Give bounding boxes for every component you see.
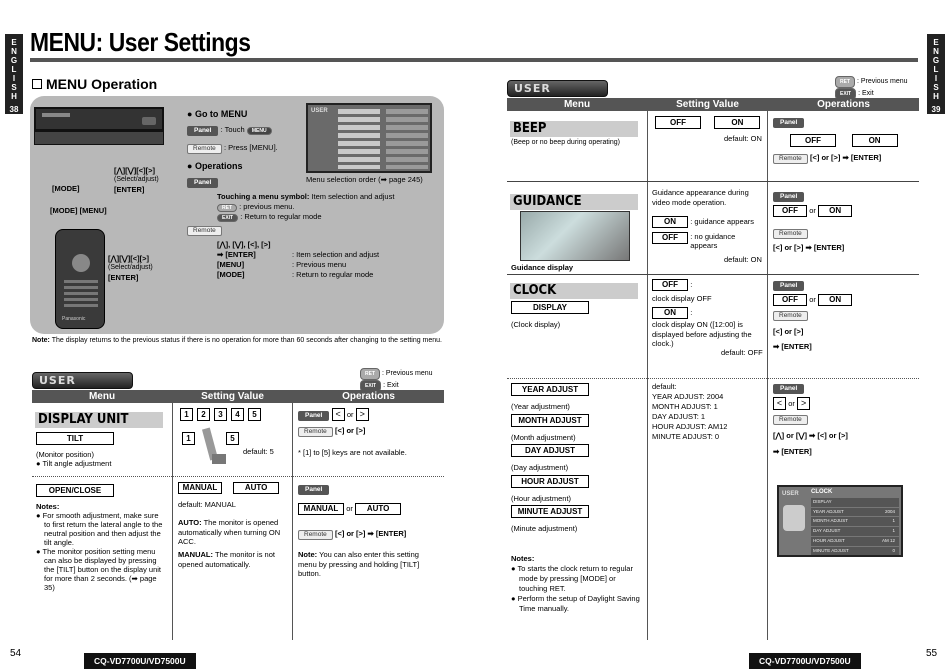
col-menu-right: Menu: [507, 98, 647, 111]
clock-off-desc: clock display OFF: [652, 294, 712, 303]
touching-desc: Touching a menu symbol: Item selection and adjust: [217, 192, 395, 201]
guidance-panel-btn: Panel: [773, 191, 804, 202]
guidance-desc: Guidance appearance during video mode operation.: [652, 188, 749, 207]
guidance-off-row: OFF : no guidance appears: [652, 232, 760, 250]
openclose-notes: Notes: ● For smooth adjustment, make sure to first return the lateral angle to the neutral position and then adjust the tilt angle. ● The monitor position setting menu can also be displayed by pressing the [TILT] button on the display unit for more than 2 seconds. (➡ page 35): [36, 502, 163, 592]
col-ops-left: Operations: [293, 390, 444, 403]
page-number-right: 55: [926, 648, 938, 659]
vline-right-2: [767, 98, 768, 640]
tilt-note: * [1] to [5] keys are not available.: [298, 448, 407, 457]
remote-keys: [⋀], [⋁], [<], [>]: [217, 240, 271, 249]
clock-panel-btn: Panel: [773, 280, 804, 291]
minute-adjust-box: MINUTE ADJUST: [511, 505, 589, 518]
clock-desc: (Clock display): [511, 320, 561, 329]
hour-adjust-desc: (Hour adjustment): [511, 494, 572, 503]
mode-menu-label: [MODE] [MENU]: [50, 206, 107, 215]
page-number-left: 54: [10, 648, 22, 659]
day-adjust-desc: (Day adjustment): [511, 463, 569, 472]
select-adjust-top: (Select/adjust): [114, 176, 159, 183]
clock-on-btn[interactable]: ON: [818, 294, 852, 306]
goto-panel-row: Panel : Touch MENU: [187, 125, 272, 136]
remote-image: Panasonic: [55, 229, 105, 329]
clock-off-row: OFF :: [652, 279, 692, 291]
arrows-label-remote: [⋀][⋁][<][>]: [108, 254, 150, 263]
goto-menu-heading: ● Go to MENU: [187, 109, 248, 119]
clock-remote-btn: Remote: [773, 310, 808, 321]
menu-screen-thumbnail: USER: [306, 103, 432, 173]
title-rule: [30, 58, 918, 62]
ops-panel-btn: Panel: [187, 177, 218, 188]
ops-remote-btn: Remote: [187, 225, 222, 236]
vline-right-1: [647, 98, 648, 640]
guidance-panel-values: OFF or ON: [773, 205, 852, 217]
guidance-remote-ops: [<] or [>] ➡ [ENTER]: [773, 243, 845, 252]
adjust-right-btn[interactable]: >: [797, 397, 810, 410]
tilt-box: TILT: [36, 432, 114, 445]
hline-guidance: [507, 274, 919, 275]
tilt-desc: (Monitor position) ● Tilt angle adjustment: [36, 450, 112, 468]
page-title: MENU: User Settings: [30, 27, 251, 57]
side-tab-left: E N G L I S H 38: [5, 34, 23, 114]
year-adjust-desc: (Year adjustment): [511, 402, 570, 411]
model-tag-right: CQ-VD7700U/VD7500U: [749, 653, 861, 669]
mode-label: [MODE]: [52, 184, 80, 193]
guidance-heading: GUIDANCE: [510, 194, 638, 210]
oc-panel-values: MANUAL or AUTO: [298, 503, 401, 515]
oc-panel-btn: Panel: [298, 484, 329, 495]
clock-panel-values: OFF or ON: [773, 294, 852, 306]
guidance-on-row: ON : guidance appears: [652, 216, 754, 228]
adjust-panel-btn: Panel: [773, 383, 804, 394]
select-adjust-remote: (Select/adjust): [108, 264, 153, 271]
clock-on-desc: clock display ON ([12:00] is displayed before adjusting the clock.): [652, 320, 752, 348]
tilt-number-row: 1 2 3 4 5: [180, 408, 265, 421]
tilt-diagram: 1 5: [182, 428, 242, 468]
dotline-left: [32, 476, 444, 477]
right-arrow-btn[interactable]: >: [356, 408, 369, 421]
openclose-box: OPEN/CLOSE: [36, 484, 114, 497]
guidance-off-btn[interactable]: OFF: [773, 205, 807, 217]
month-adjust-desc: (Month adjustment): [511, 433, 576, 442]
exit-regular: EXIT : Return to regular mode: [217, 212, 322, 222]
legend-left: RET : Previous menu EXIT : Exit: [360, 368, 433, 392]
remote-mode: [MODE]: [217, 270, 245, 279]
clock-heading: CLOCK: [510, 283, 638, 299]
manual-auto-row: MANUAL AUTO: [178, 482, 279, 494]
minute-adjust-desc: (Minute adjustment): [511, 524, 578, 533]
hour-adjust-box: HOUR ADJUST: [511, 475, 589, 488]
remote-item-sel: : Item selection and adjust: [292, 250, 380, 259]
enter-label-top: [ENTER]: [114, 185, 145, 194]
enter-label-remote: [ENTER]: [108, 273, 139, 282]
guidance-display-label: Guidance display: [511, 263, 574, 272]
vline-left-2: [292, 390, 293, 640]
guidance-default: default: ON: [724, 255, 762, 264]
hline-beep: [507, 181, 919, 182]
dotline-clock: [507, 378, 919, 379]
menu-operation-heading: MENU Operation: [32, 76, 157, 93]
left-arrow-btn[interactable]: <: [332, 408, 345, 421]
oc-remote-ops: Remote [<] or [>] ➡ [ENTER]: [298, 529, 406, 540]
day-adjust-box: DAY ADJUST: [511, 444, 589, 457]
ret-prev: RET : previous menu.: [217, 202, 295, 212]
beep-heading: BEEP: [510, 121, 638, 137]
tilt-panel-ops: Panel < or >: [298, 408, 369, 421]
legend-right: RET : Previous menu EXIT : Exit: [835, 76, 908, 100]
col-menu-left: Menu: [32, 390, 172, 403]
remote-enter: ➡ [ENTER]: [217, 250, 256, 259]
remote-menu: [MENU]: [217, 260, 245, 269]
clock-off-btn[interactable]: OFF: [773, 294, 807, 306]
display-unit-heading: DISPLAY UNIT: [35, 412, 163, 428]
user-logo-right: USER: [507, 80, 608, 97]
col-setting-right: Setting Value: [648, 98, 767, 111]
auto-desc: AUTO: The monitor is opened automatically when turning ON ACC.: [178, 518, 281, 546]
head-unit-image: [34, 107, 164, 131]
col-ops-right: Operations: [768, 98, 919, 111]
year-adjust-box: YEAR ADJUST: [511, 383, 589, 396]
adjust-left-btn[interactable]: <: [773, 397, 786, 410]
head-unit-base: [34, 131, 164, 145]
display-box: DISPLAY: [511, 301, 589, 314]
operations-heading: ● Operations: [187, 161, 243, 171]
arrows-label-top: [⋀][⋁][<][>]: [114, 166, 156, 175]
col-setting-left: Setting Value: [173, 390, 292, 403]
beep-off-btn[interactable]: OFF: [790, 134, 836, 147]
beep-default: default: ON: [724, 134, 762, 143]
clock-screen-thumbnail: USER CLOCK DISPLAY YEAR ADJUST 2004 MONTH ADJUST 1 DAY ADJUST 1 HOUR ADJUST AM 12 MINUTE ADJUST 0: [777, 485, 903, 557]
manual-desc: MANUAL: The monitor is not opened automatically.: [178, 550, 275, 569]
month-adjust-box: MONTH ADJUST: [511, 414, 589, 427]
remote-return: : Return to regular mode: [292, 270, 374, 279]
adjust-remote-arrows: [⋀] or [⋁] ➡ [<] or [>]: [773, 431, 848, 440]
adjust-defaults: default: YEAR ADJUST: 2004 MONTH ADJUST: 1 DAY ADJUST: 1 HOUR ADJUST: AM12 MINUTE ADJUST: 0: [652, 382, 728, 441]
manual-btn[interactable]: MANUAL: [298, 503, 344, 515]
guidance-remote-btn: Remote: [773, 228, 808, 239]
adjust-remote-enter: ➡ [ENTER]: [773, 447, 812, 456]
guidance-on-btn[interactable]: ON: [818, 205, 852, 217]
beep-remote-ops: Remote [<] or [>] ➡ [ENTER]: [773, 153, 881, 164]
vline-left-1: [172, 390, 173, 640]
beep-on-btn[interactable]: ON: [852, 134, 898, 147]
tilt-default: default: 5: [243, 447, 274, 456]
goto-remote-row: Remote : Press [MENU].: [187, 143, 278, 154]
oc-note: Note: You can also enter this setting menu by pressing and holding [TILT] button.: [298, 550, 420, 578]
clock-notes: Notes: ● To starts the clock return to regular mode by pressing [MODE] or touching RET. ● Perform the setup of Daylight Saving Time manually.: [511, 554, 640, 613]
menu-note: Note: The display returns to the previous status if there is no operation for more than 60 seconds after changing to the setting menu.: [32, 337, 442, 344]
auto-btn[interactable]: AUTO: [355, 503, 401, 515]
clock-on-row: ON :: [652, 307, 692, 319]
beep-panel-values: [790, 134, 898, 147]
clock-remote-enter: ➡ [ENTER]: [773, 342, 812, 351]
beep-desc: (Beep or no beep during operating): [511, 139, 620, 146]
remote-prev: : Previous menu: [292, 260, 347, 269]
menu-selection-order: Menu selection order (➡ page 245): [306, 175, 423, 184]
side-tab-right: E N G L I S H 39: [927, 34, 945, 114]
clock-remote-lr: [<] or [>]: [773, 327, 804, 336]
guidance-image: [520, 211, 630, 261]
beep-values: OFF ON: [655, 116, 760, 129]
default-manual: default: MANUAL: [178, 500, 236, 509]
tilt-remote-ops: Remote [<] or [>]: [298, 426, 365, 437]
adjust-remote-btn: Remote: [773, 414, 808, 425]
beep-panel-btn: Panel: [773, 117, 804, 128]
adjust-panel-arrows: < or >: [773, 397, 810, 410]
model-tag-left: CQ-VD7700U/VD7500U: [84, 653, 196, 669]
user-logo-left: USER: [32, 372, 133, 389]
clock-default: default: OFF: [721, 348, 763, 357]
